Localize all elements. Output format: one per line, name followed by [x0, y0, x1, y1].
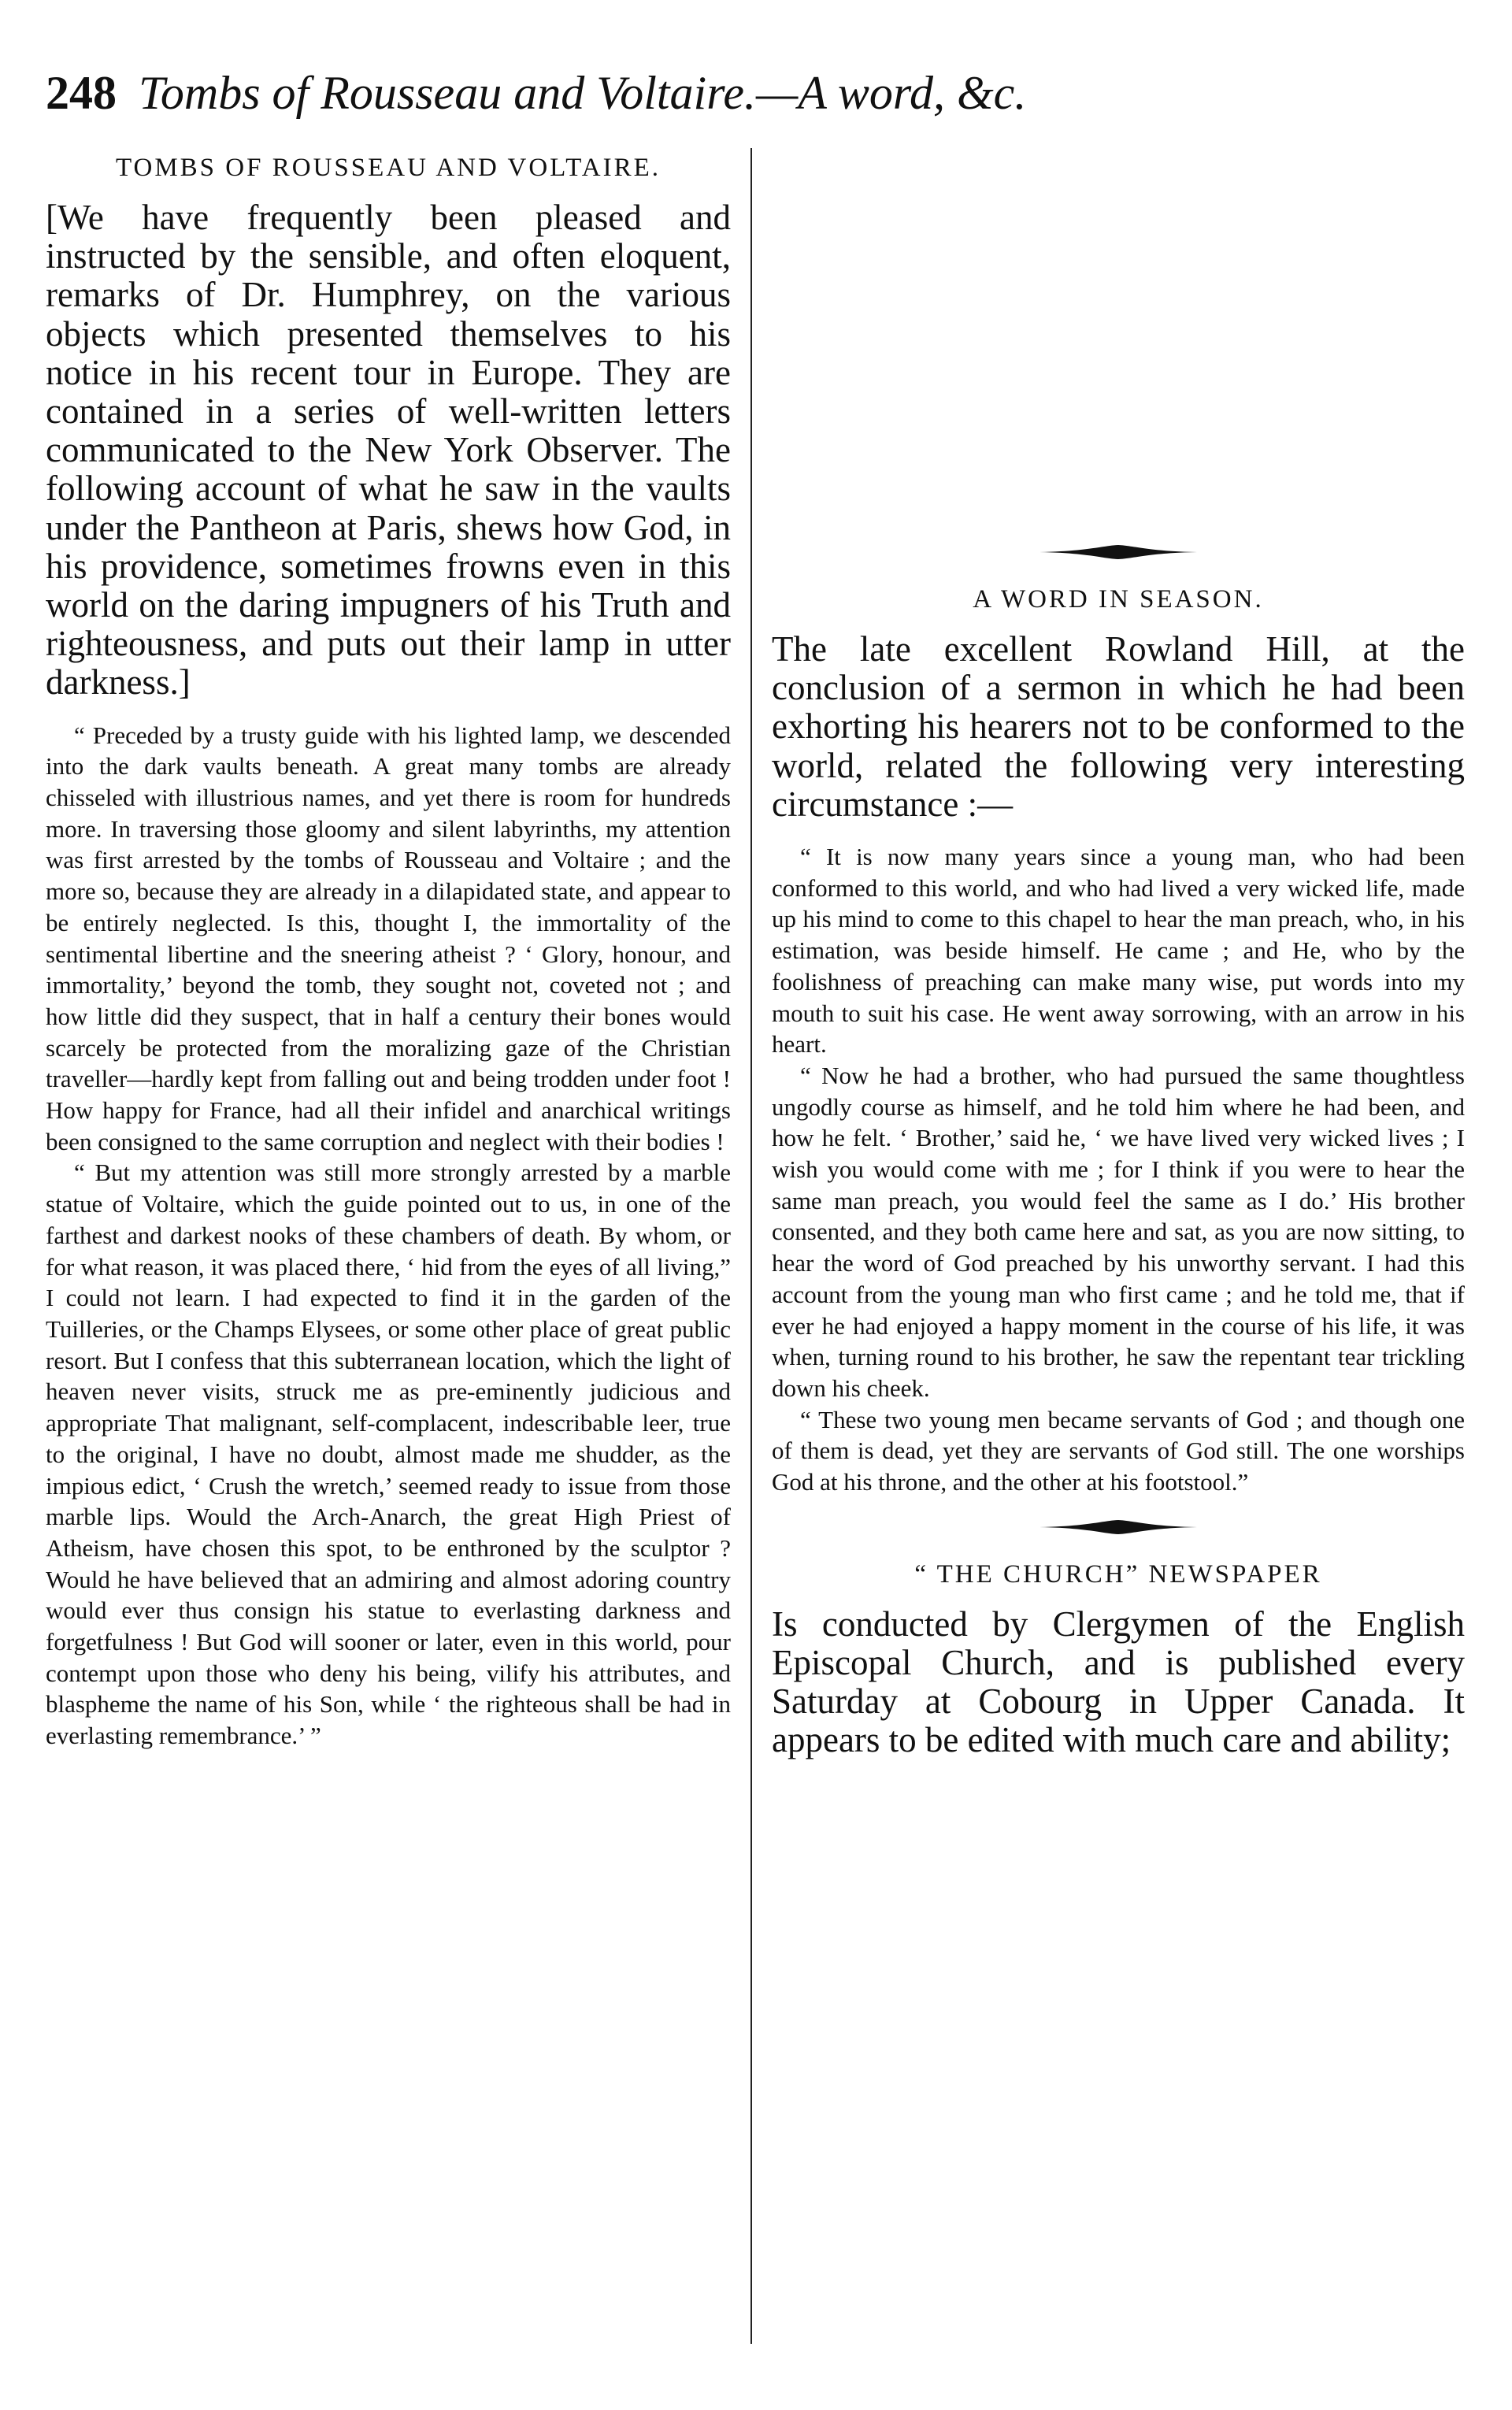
article-intro-church-newspaper: Is conducted by Clergymen of the English Episcopal Church, and is published every Saturday at Cobourg in Upper Canada. It appears to be edited with much care and ability; — [772, 1604, 1465, 1760]
column-divider — [750, 148, 752, 2344]
right-column — [772, 148, 1465, 1760]
article-heading-tombs: TOMBS OF ROUSSEAU AND VOLTAIRE. — [115, 154, 662, 182]
paragraph-gap — [46, 703, 731, 720]
article-heading-word-in-season: A WORD IN SEASON. — [973, 585, 1264, 614]
article-intro-word-in-season: The late excellent Rowland Hill, at the conclusion of a sermon in which he had been exhorting his hearers not to be conformed to the world, related the following very interesting circumstance :— — [772, 629, 1465, 824]
running-head — [46, 69, 1463, 117]
ornament-divider-icon — [1040, 543, 1197, 561]
paragraph-gap — [772, 824, 1465, 841]
season-paragraph-3: “ These two young men became servants of God ; and though one of them is dead, yet they are servants of God still. The one worships God at his throne, and the other at his footstool.” — [772, 1405, 1465, 1496]
left-column — [46, 148, 731, 1882]
ornament-divider-icon — [1040, 1518, 1197, 1536]
article-paragraph-1: “ Preceded by a trusty guide with his lighted lamp, we descended into the dark vaults beneath. A great many tombs are already chisseled with illustrious names, and yet there is room for hundreds more. In traversing those gloomy and silent labyrinths, my attention was first arrested by the tombs of Rousseau and Voltaire ; and the more so, because they are already in a dilapidated state, and appear to be entirely neglected. Is this, thought I, the immortality of the sentimental libertine and the sneering atheist ? ‘ Glory, honour, and immortality,’ beyond the tomb, they sought not, coveted not ; and how little did they suspect, that in half a century their bones would scarcely be protected from the moralizing gaze of the Christian traveller—hardly kept from falling out and being trodden under foot ! How happy for France, had all their infidel and anarchical writings been consigned to the same corruption and neglect with their bodies ! — [46, 721, 731, 1155]
season-paragraph-1: “ It is now many years since a young man, who had been conformed to this world, and who had lived a very wicked life, made up his mind to come to this chapel to hear the man preach, who, in his estimation, was beside himself. He came ; and He, who by the foolishness of preaching can make many wise, put words into my mouth to suit his case. He went away sorrowing, with an arrow in his heart. — [772, 843, 1465, 1059]
running-title: Tombs of Rousseau and Voltaire.—A word, &c. — [139, 67, 1027, 119]
article-paragraph-2: “ But my attention was still more strongly arrested by a marble statue of Voltaire, which the guide pointed out to us, in one of the farthest and darkest nooks of these chambers of death. By whom, or for what reason, it was placed there, ‘ hid from the eyes of all living,” I could not learn. I had expected to find it in the garden of the Tuilleries, or the Champs Elysees, or some other place of great public resort. But I confess that this subterranean location, which the light of heaven never visits, struck me as pre-eminently judicious and appropriate That malignant, self-complacent, indescribable leer, true to the original, I have no doubt, almost made me shudder, as the impious edict, ‘ Crush the wretch,’ seemed ready to issue from those marble lips. Would the Arch-Anarch, the great High Priest of Atheism, have chosen this spot, to be enthroned by the sculptor ? Would he have believed that an admiring and almost adoring country would ever thus consign his statue to everlasting darkness and forgetfulness ! But God will sooner or later, even in this world, pour contempt upon those who deny his being, vilify his attributes, and blaspheme the name of his Son, while ‘ the righteous shall be had in everlasting remembrance.’ ” — [46, 1159, 731, 1750]
page-number: 248 — [46, 67, 117, 119]
article-paragraph-2-continued — [772, 148, 1465, 523]
article-heading-church-newspaper: “ THE CHURCH” NEWSPAPER — [914, 1559, 1322, 1589]
article-intro-tombs: [We have frequently been pleased and instructed by the sensible, and often eloquent, remarks of Dr. Humphrey, on the various objects which presented themselves to his notice in his recent tour in Europe. They are contained in a series of well-written letters communicated to the New York Observer. The following account of what he saw in the vaults under the Pantheon at Paris, shews how God, in his providence, sometimes frowns even in this world on the daring impugners of his Truth and righteousness, and puts out their lamp in utter darkness.] — [46, 198, 731, 703]
season-paragraph-2: “ Now he had a brother, who had pursued the same thoughtless ungodly course as himself, and he told him where he had been, and how he felt. ‘ Brother,’ said he, ‘ we have lived very wicked lives ; I wish you would come with me ; for I think if you were to hear the same man preach, you would feel the same as I do.’ His brother consented, and they both came here and sat, as you are now sitting, to hear the word of God preached by his unworthy servant. I had this account from the young man who first came ; and he told me, that if ever he had enjoyed a happy moment in the course of his life, it was when, turning round to his brother, he saw the repentant tear trickling down his cheek. — [772, 1061, 1465, 1402]
